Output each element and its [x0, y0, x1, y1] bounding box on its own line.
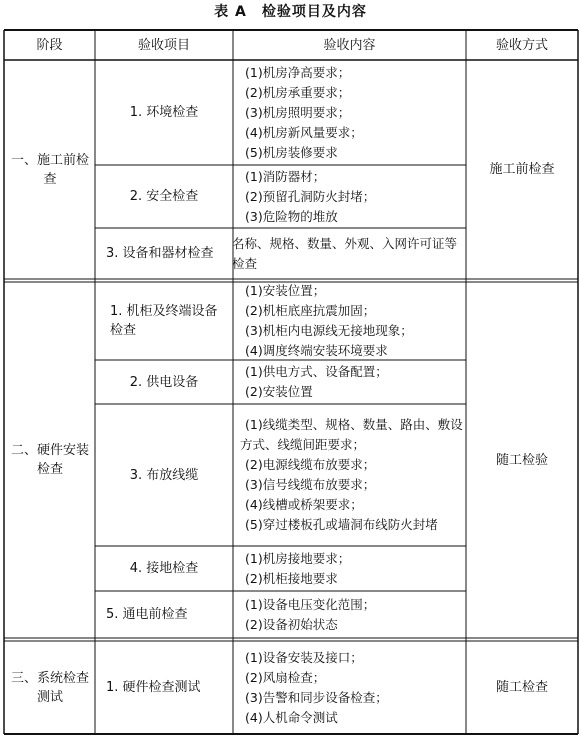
stage-cell [6, 282, 94, 638]
content-cell [245, 165, 461, 228]
content-cell [232, 228, 464, 279]
item-cell [95, 360, 233, 404]
item-label: 1. 环境检查 [129, 105, 199, 120]
content-line: (4)机房新风量要求； [245, 124, 363, 140]
header-content: 验收内容 [323, 37, 376, 53]
content-cell [245, 641, 463, 734]
content-line: (2)设备初始状态 [245, 616, 338, 632]
item-label: 3. 设备和器材检查 [106, 246, 214, 261]
content-line: (1)设备电压变化范围； [245, 596, 376, 612]
content-line: (2)机柜底座抗震加固； [245, 303, 376, 318]
content-line: 名称、规格、数量、外观、入网许可证等检查 [232, 235, 458, 271]
content-line: (1)机房接地要求； [245, 550, 351, 566]
method-cell [466, 282, 578, 638]
content-line: (2)电源线缆布放要求； [245, 457, 376, 472]
content-cell [245, 282, 463, 360]
content-line: (3)信号线缆布放要求； [245, 477, 376, 492]
content-cell [245, 360, 463, 404]
item-label: 1. 硬件检查测试 [106, 680, 201, 695]
method-label: 施工前检查 [489, 162, 555, 177]
content-line: (2)安装位置 [245, 384, 313, 399]
content-line: (3)危险物的堆放 [245, 208, 338, 224]
item-label: 3. 布放线缆 [129, 467, 199, 483]
item-cell [95, 165, 233, 228]
table-title: 表 A 检验项目及内容 [214, 4, 367, 20]
item-label: 2. 供电设备 [129, 374, 199, 390]
header-stage: 阶段 [36, 37, 63, 53]
stage-label: 一、施工前检查 [10, 152, 89, 187]
content-line: (4)人机命令测试 [245, 709, 338, 725]
content-line: (2)风扇检查； [245, 669, 326, 685]
item-cell [95, 60, 233, 165]
content-line: (3)机房照明要求； [245, 104, 351, 120]
content-line: (4)线槽或桥架要求； [245, 497, 363, 512]
header-method: 验收方式 [495, 37, 548, 53]
item-cell [95, 546, 233, 591]
stage-label: 三、系统检查测试 [10, 670, 89, 705]
content-cell [245, 591, 463, 638]
content-line: (3)机柜内电源线无接地现象； [245, 323, 413, 338]
content-cell [245, 546, 463, 591]
stage-cell [8, 60, 92, 279]
method-label: 随工检验 [495, 452, 548, 468]
item-label: 5. 通电前检查 [106, 607, 188, 622]
content-line: (3)告警和同步设备检查； [245, 689, 388, 705]
method-cell [466, 60, 578, 279]
content-line: (2)机柜接地要求 [245, 570, 338, 586]
content-cell [245, 60, 461, 165]
item-label: 4. 接地检查 [129, 561, 199, 576]
content-line: (2)预留孔洞防火封堵； [245, 188, 376, 204]
item-cell [110, 282, 228, 360]
stage-cell [6, 641, 94, 734]
content-line: (1)机房净高要求； [245, 64, 351, 80]
content-line: (1)消防器材； [245, 168, 326, 184]
content-line: (1)安装位置； [245, 283, 326, 298]
content-line: (2)机房承重要求； [245, 84, 351, 100]
item-cell [95, 404, 233, 546]
content-line: (5)穿过楼板孔或墙洞布线防火封堵 [245, 517, 438, 532]
content-line: (1)供电方式、设备配置； [245, 364, 388, 379]
stage-label: 二、硬件安装检查 [10, 443, 89, 477]
content-line: (4)调度终端安装环境要求 [245, 343, 388, 358]
content-cell [240, 404, 464, 546]
method-label: 随工检查 [495, 680, 548, 695]
item-cell [106, 228, 226, 279]
content-line: (5)机房装修要求 [245, 144, 338, 160]
item-cell [106, 591, 226, 638]
item-cell [106, 641, 226, 734]
content-line: (1)设备安装及接口； [245, 649, 363, 665]
header-item: 验收项目 [137, 37, 190, 53]
item-label: 1. 机柜及终端设备检查 [110, 304, 218, 338]
content-line: (1)线缆类型、规格、数量、路由、敷设方式、线缆间距要求； [240, 417, 463, 452]
method-cell [466, 641, 578, 734]
item-label: 2. 安全检查 [129, 189, 199, 204]
